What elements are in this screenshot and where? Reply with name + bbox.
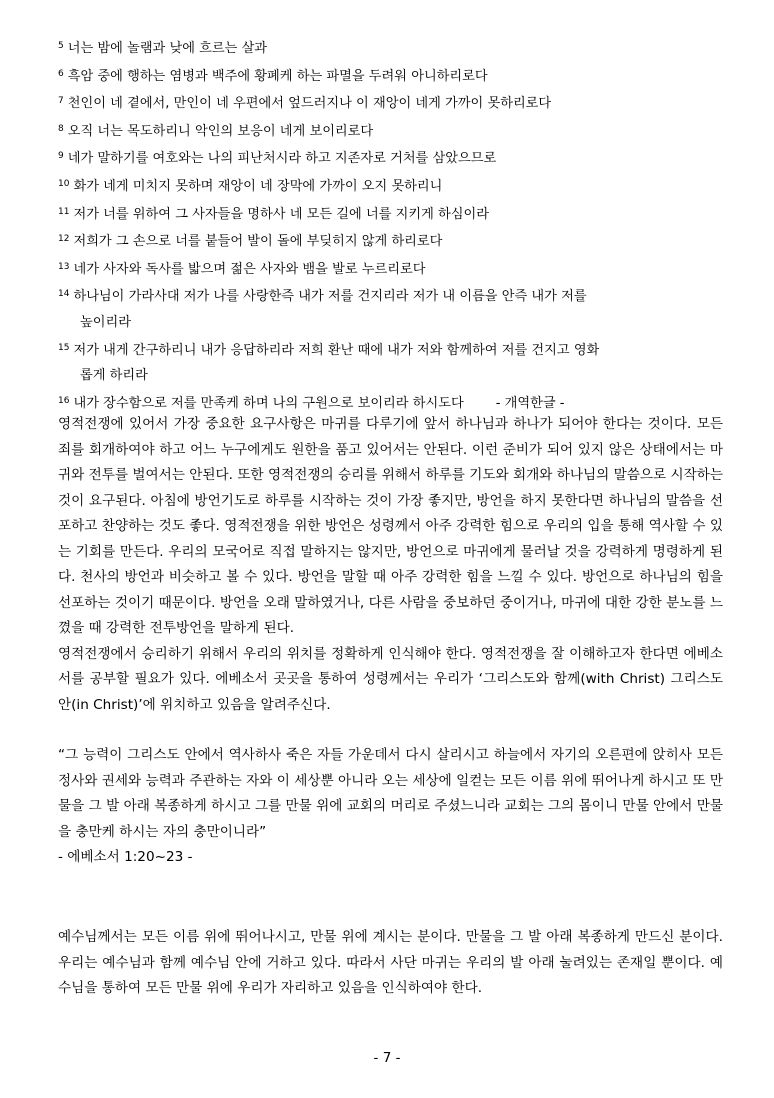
verse-source: - 개역한글 - [495, 395, 565, 411]
verse-12 [58, 227, 726, 255]
verse-number: 16 [58, 395, 70, 406]
verse-number: 8 [58, 123, 64, 134]
quote-text: “그 능력이 그리스도 안에서 역사하사 죽은 자들 가운데서 다시 살리시고 하늘에서 자기의 오른편에 앉히사 모든 정사와 권세와 능력과 주관하는 자와 이 세상뿐 아니라 오는 세상에 일컫는 모든 이름 위에 뛰어나게 하시고 또 만물을 그 발 아래 복종하게 하시고 그를 만물 위에 교회의 머리로 주셨느니라 교회는 그의 몸이니 만물 안에서 만물을 충만케 하시는 자의 충만이니라” [58, 747, 723, 840]
verse-5 [58, 34, 726, 62]
verse-text: 흑암 중에 행하는 염병과 백주에 황폐케 하는 파멸을 두려워 아니하리로다 [67, 68, 488, 84]
verse-text: 저가 너를 위하여 그 사자들을 명하사 네 모든 길에 너를 지키게 하심이라 [73, 206, 489, 222]
verse-text: 네가 말하기를 여호와는 나의 피난처시라 하고 지존자로 거처를 삼았으므로 [67, 151, 497, 167]
verse-text: 저가 내게 간구하리니 내가 응답하리라 저희 환난 때에 내가 저와 함께하여 저를 건지고 영화 [73, 342, 600, 358]
verse-continuation: 높이리라 [80, 314, 131, 330]
body-section-3 [58, 925, 723, 1002]
verse-8 [58, 117, 726, 145]
verse-10 [58, 172, 726, 200]
verse-15 [58, 336, 726, 389]
verse-text: 너는 밤에 놀램과 낮에 흐르는 살과 [67, 41, 268, 56]
verse-continuation: 롭게 하리라 [80, 368, 148, 384]
verse-13 [58, 255, 726, 283]
verse-text: 화가 네게 미치지 못하며 재앙이 네 장막에 가까이 오지 못하리니 [73, 178, 443, 194]
verse-number: 14 [58, 289, 70, 300]
verse-number: 13 [58, 261, 70, 272]
verse-6 [58, 62, 726, 90]
verse-text: 하나님이 가라사대 저가 나를 사랑한즉 내가 저를 건지리라 저가 내 이름을 안즉 내가 저를 [73, 289, 587, 305]
paragraph-jesus-above-all: 예수님께서는 모든 이름 위에 뛰어나시고, 만물 위에 계시는 분이다. 만물을 그 발 아래 복종하게 만드신 분이다. 우리는 예수님과 함께 예수님 안에 거하고 있다. 따라서 사단 마귀는 우리의 발 아래 눌려있는 존재일 뿐이다. 예수님을 통하여 모든 만물 위에 우리가 자리하고 있음을 인식하여야 한다. [58, 929, 723, 996]
verse-number: 5 [58, 41, 64, 51]
verse-number: 6 [58, 68, 64, 79]
verse-number: 15 [58, 342, 70, 353]
psalm-verses [58, 34, 726, 416]
verse-11 [58, 200, 726, 228]
verse-number: 12 [58, 234, 70, 245]
quote-reference: - 에베소서 1:20~23 - [58, 849, 193, 865]
verse-7 [58, 89, 726, 117]
verse-text: 오직 너는 목도하리니 악인의 보응이 네게 보이리로다 [67, 123, 374, 139]
verse-9 [58, 144, 726, 172]
verse-text: 천인이 네 곁에서, 만인이 네 우편에서 엎드러지나 이 재앙이 네게 가까이 못하리로다 [67, 96, 552, 112]
verse-14 [58, 282, 726, 335]
verse-number: 7 [58, 96, 64, 107]
verse-number: 11 [58, 206, 70, 217]
verse-number: 9 [58, 151, 64, 162]
page-number: - 7 - [373, 1050, 401, 1066]
body-section-1 [58, 412, 723, 718]
paragraph-spiritual-warfare: 영적전쟁에 있어서 가장 중요한 요구사항은 마귀를 다루기에 앞서 하나님과 하나가 되어야 한다는 것이다. 모든 죄를 회개하여야 하고 어느 누구에게도 원한을 품고 있어서는 안된다. 이런 준비가 되어 있지 않은 상태에서는 마귀와 전투를 벌여서는 안된다. 또한 영적전쟁의 승리를 위해서 하루를 기도와 회개와 하나님의 말씀으로 시작하는 것이 요구된다. 아침에 방언기도로 하루를 시작하는 것이 가장 좋지만, 방언을 하지 못한다면 하나님의 말씀을 선포하고 찬양하는 것도 좋다. 영적전쟁을 위한 방언은 성령께서 아주 강력한 힘으로 우리의 입을 통해 역사할 수 있는 기회를 만든다. 우리의 모국어로 직접 말하지는 않지만, 방언으로 마귀에게 물러날 것을 강력하게 명령하게 된다. 천사의 방언과 비슷하고 볼 수 있다. 방언을 말할 때 아주 강력한 힘을 느낄 수 있다. 방언으로 하나님의 힘을 선포하는 것이기 때문이다. 방언을 오래 말하였거나, 다른 사람을 중보하던 중이거나, 마귀에 대한 강한 분노를 느꼈을 때 강력한 전투방언을 말하게 된다. [58, 416, 723, 636]
verse-number: 10 [58, 178, 70, 189]
paragraph-position: 영적전쟁에서 승리하기 위해서 우리의 위치를 정확하게 인식해야 한다. 영적전쟁을 잘 이해하고자 한다면 에베소서를 공부할 필요가 있다. 에베소서 곳곳을 통하여 성령께서는 우리가 ‘그리스도와 함께(with Christ) 그리스도 안(in Christ)’에 위치하고 있음을 알려주신다. [58, 645, 723, 713]
scripture-quote [58, 743, 723, 871]
verse-text: 네가 사자와 독사를 밟으며 젊은 사자와 뱀을 발로 누르리로다 [73, 261, 426, 277]
verse-text: 저희가 그 손으로 너를 붙들어 발이 돌에 부딪히지 않게 하리로다 [73, 234, 443, 250]
verse-text: 내가 장수함으로 저를 만족케 하며 나의 구원으로 보이리라 하시도다 [73, 395, 464, 411]
